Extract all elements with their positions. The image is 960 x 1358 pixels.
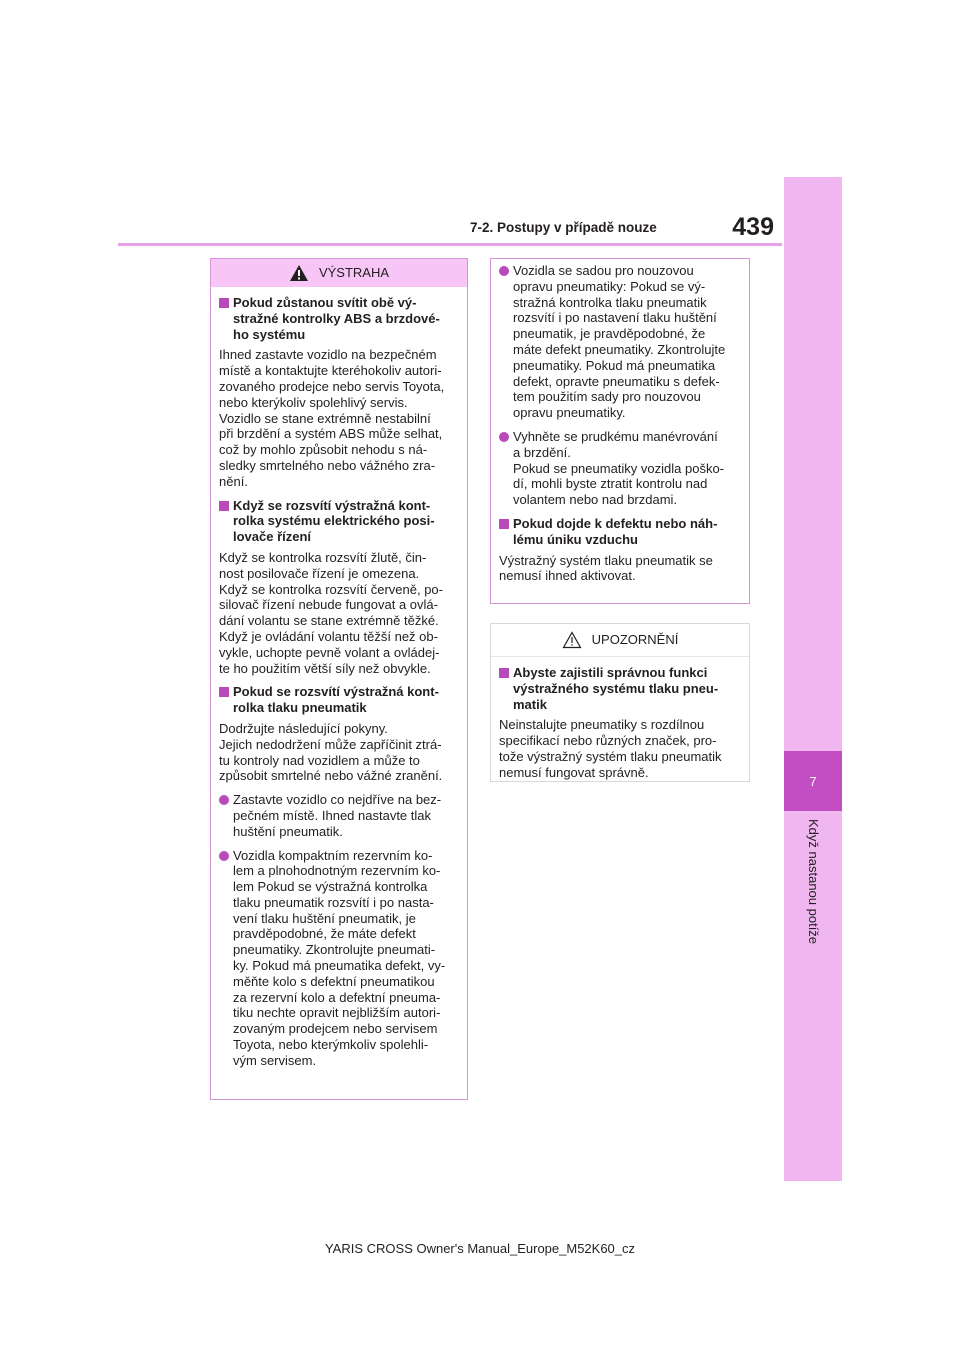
warning-section-3 — [219, 684, 459, 784]
page-number: 439 — [732, 213, 774, 241]
section-text: Když se kontrolka rozsvítí žlutě, čin- nost posilovače řízení je omezena. Když se kontrolka rozsvítí červeně, po- silovač řízení nebude fungovat a ovlá- dání volantu se stane extrémně těžké. Když je ovládání volantu těžší než ob- vykle, uchopte pevně volant a ovládej- te ho použitím větší síly než obvykle. — [219, 549, 443, 676]
bullet-text: Zastavte vozidlo co nejdříve na bez- pečném místě. Ihned nastavte tlak huštění pneumatik. — [233, 792, 442, 839]
section-heading — [219, 684, 459, 716]
circle-bullet-icon — [219, 851, 229, 861]
notice-header — [491, 624, 749, 657]
warning-triangle-icon — [289, 264, 309, 282]
warning-box — [210, 258, 468, 1100]
square-bullet-icon — [499, 668, 509, 678]
warning-section-2 — [219, 498, 459, 677]
chapter-title: Když nastanou potíže — [806, 819, 821, 945]
heading-text: Když se rozsvítí výstražná kont- rolka systému elektrického posi- lovače řízení — [233, 497, 435, 545]
square-bullet-icon — [219, 501, 229, 511]
section-text: Výstražný systém tlaku pneumatik se nemusí ihned aktivovat. — [499, 552, 713, 584]
heading-text: Pokud zůstanou svítit obě vý- stražné kontrolky ABS a brzdové- ho systému — [233, 295, 440, 342]
heading-text: Pokud dojde k defektu nebo náh- lému úniku vzduchu — [513, 515, 718, 547]
circle-bullet-icon — [499, 432, 509, 442]
heading-text: Abyste zajistili správnou funkci výstražného systému tlaku pneu- matik — [513, 665, 719, 712]
notice-box — [490, 623, 750, 782]
side-tab — [784, 177, 842, 1181]
section-title: 7-2. Postupy v případě nouze — [470, 220, 657, 235]
footer: YARIS CROSS Owner's Manual_Europe_M52K60_cz — [324, 1241, 636, 1256]
heading-text: Pokud se rozsvítí výstražná kont- rolka tlaku pneumatik — [233, 684, 439, 716]
section-heading — [219, 295, 459, 342]
section-heading — [499, 516, 741, 548]
list-item — [499, 263, 741, 421]
header-rule — [118, 243, 782, 246]
section-text: Ihned zastavte vozidlo na bezpečném místě a kontaktujte kteréhokoliv autori- zovaného prodejce nebo servis Toyota, nebo kterýkoliv spolehlivý servis. Vozidlo se stane extrémně nestabilní při brzdění a systém ABS může selhat, což by mohlo způsobit nehodu s ná- sledky smrtelného nebo vážného zra- nění. — [219, 347, 445, 489]
chapter-number: 7 — [809, 773, 817, 789]
chapter-number-box — [784, 751, 842, 811]
warning-box-continued — [490, 258, 750, 604]
bullet-text: Vyhněte se prudkému manévrování a brzdění. Pokud se pneumatiky vozidla poško- dí, mohli byste ztratit kontrolu nad volantem nebo nad brzdami. — [513, 428, 725, 508]
square-bullet-icon — [219, 687, 229, 697]
bullet-text: Vozidla se sadou pro nouzovou opravu pneumatiky: Pokud se vý- stražná kontrolka tlaku pneumatik rozsvítí i po nastavení tlaku huštění pneumatik, je pravděpodobné, že máte defekt pneumatiky. Zkontrolujte pneumatiky. Pokud má pneumatika defekt, opravte pneumatiku s defek- tem použitím sady pro nouzovou opravu pneumatiky. — [513, 263, 726, 421]
section-heading — [219, 498, 459, 545]
square-bullet-icon — [499, 519, 509, 529]
warning-title: VÝSTRAHA — [318, 265, 390, 281]
circle-bullet-icon — [219, 795, 229, 805]
notice-title: UPOZORNĚNÍ — [591, 632, 679, 648]
list-item — [219, 848, 459, 1069]
section-heading — [499, 665, 741, 712]
caution-triangle-icon — [562, 631, 582, 649]
section-text: Neinstalujte pneumatiky s rozdílnou specifikací nebo různých značek, pro- tože výstražný systém tlaku pneumatik nemusí fungovat správně. — [499, 717, 722, 780]
square-bullet-icon — [219, 298, 229, 308]
section-text: Dodržujte následující pokyny. Jejich nedodržení může zapříčinit ztrá- tu kontroly nad vozidlem a může to způsobit smrtelné nebo vážné zranění. — [219, 720, 443, 784]
warning-header — [211, 259, 467, 287]
circle-bullet-icon — [499, 266, 509, 276]
warning-section-1 — [219, 295, 459, 490]
list-item — [499, 429, 741, 508]
list-item — [219, 792, 459, 839]
bullet-text: Vozidla kompaktním rezervním ko- lem a plnohodnotným rezervním ko- lem Pokud se výstražná kontrolka tlaku pneumatik rozsvítí i po nasta- vení tlaku huštění pneumatik, je pravděpodobné, že máte defekt pneumatiky. Zkontrolujte pneumati- ky. Pokud má pneumatika defekt, vy- měňte kolo s defektní pneumatikou za rezervní kolo a defektní pneuma- tiku nechte opravit nejbližším autori- zovaným prodejcem nebo servisem Toyota, nebo kterýmkoliv spolehli- vým servisem. — [233, 847, 446, 1068]
